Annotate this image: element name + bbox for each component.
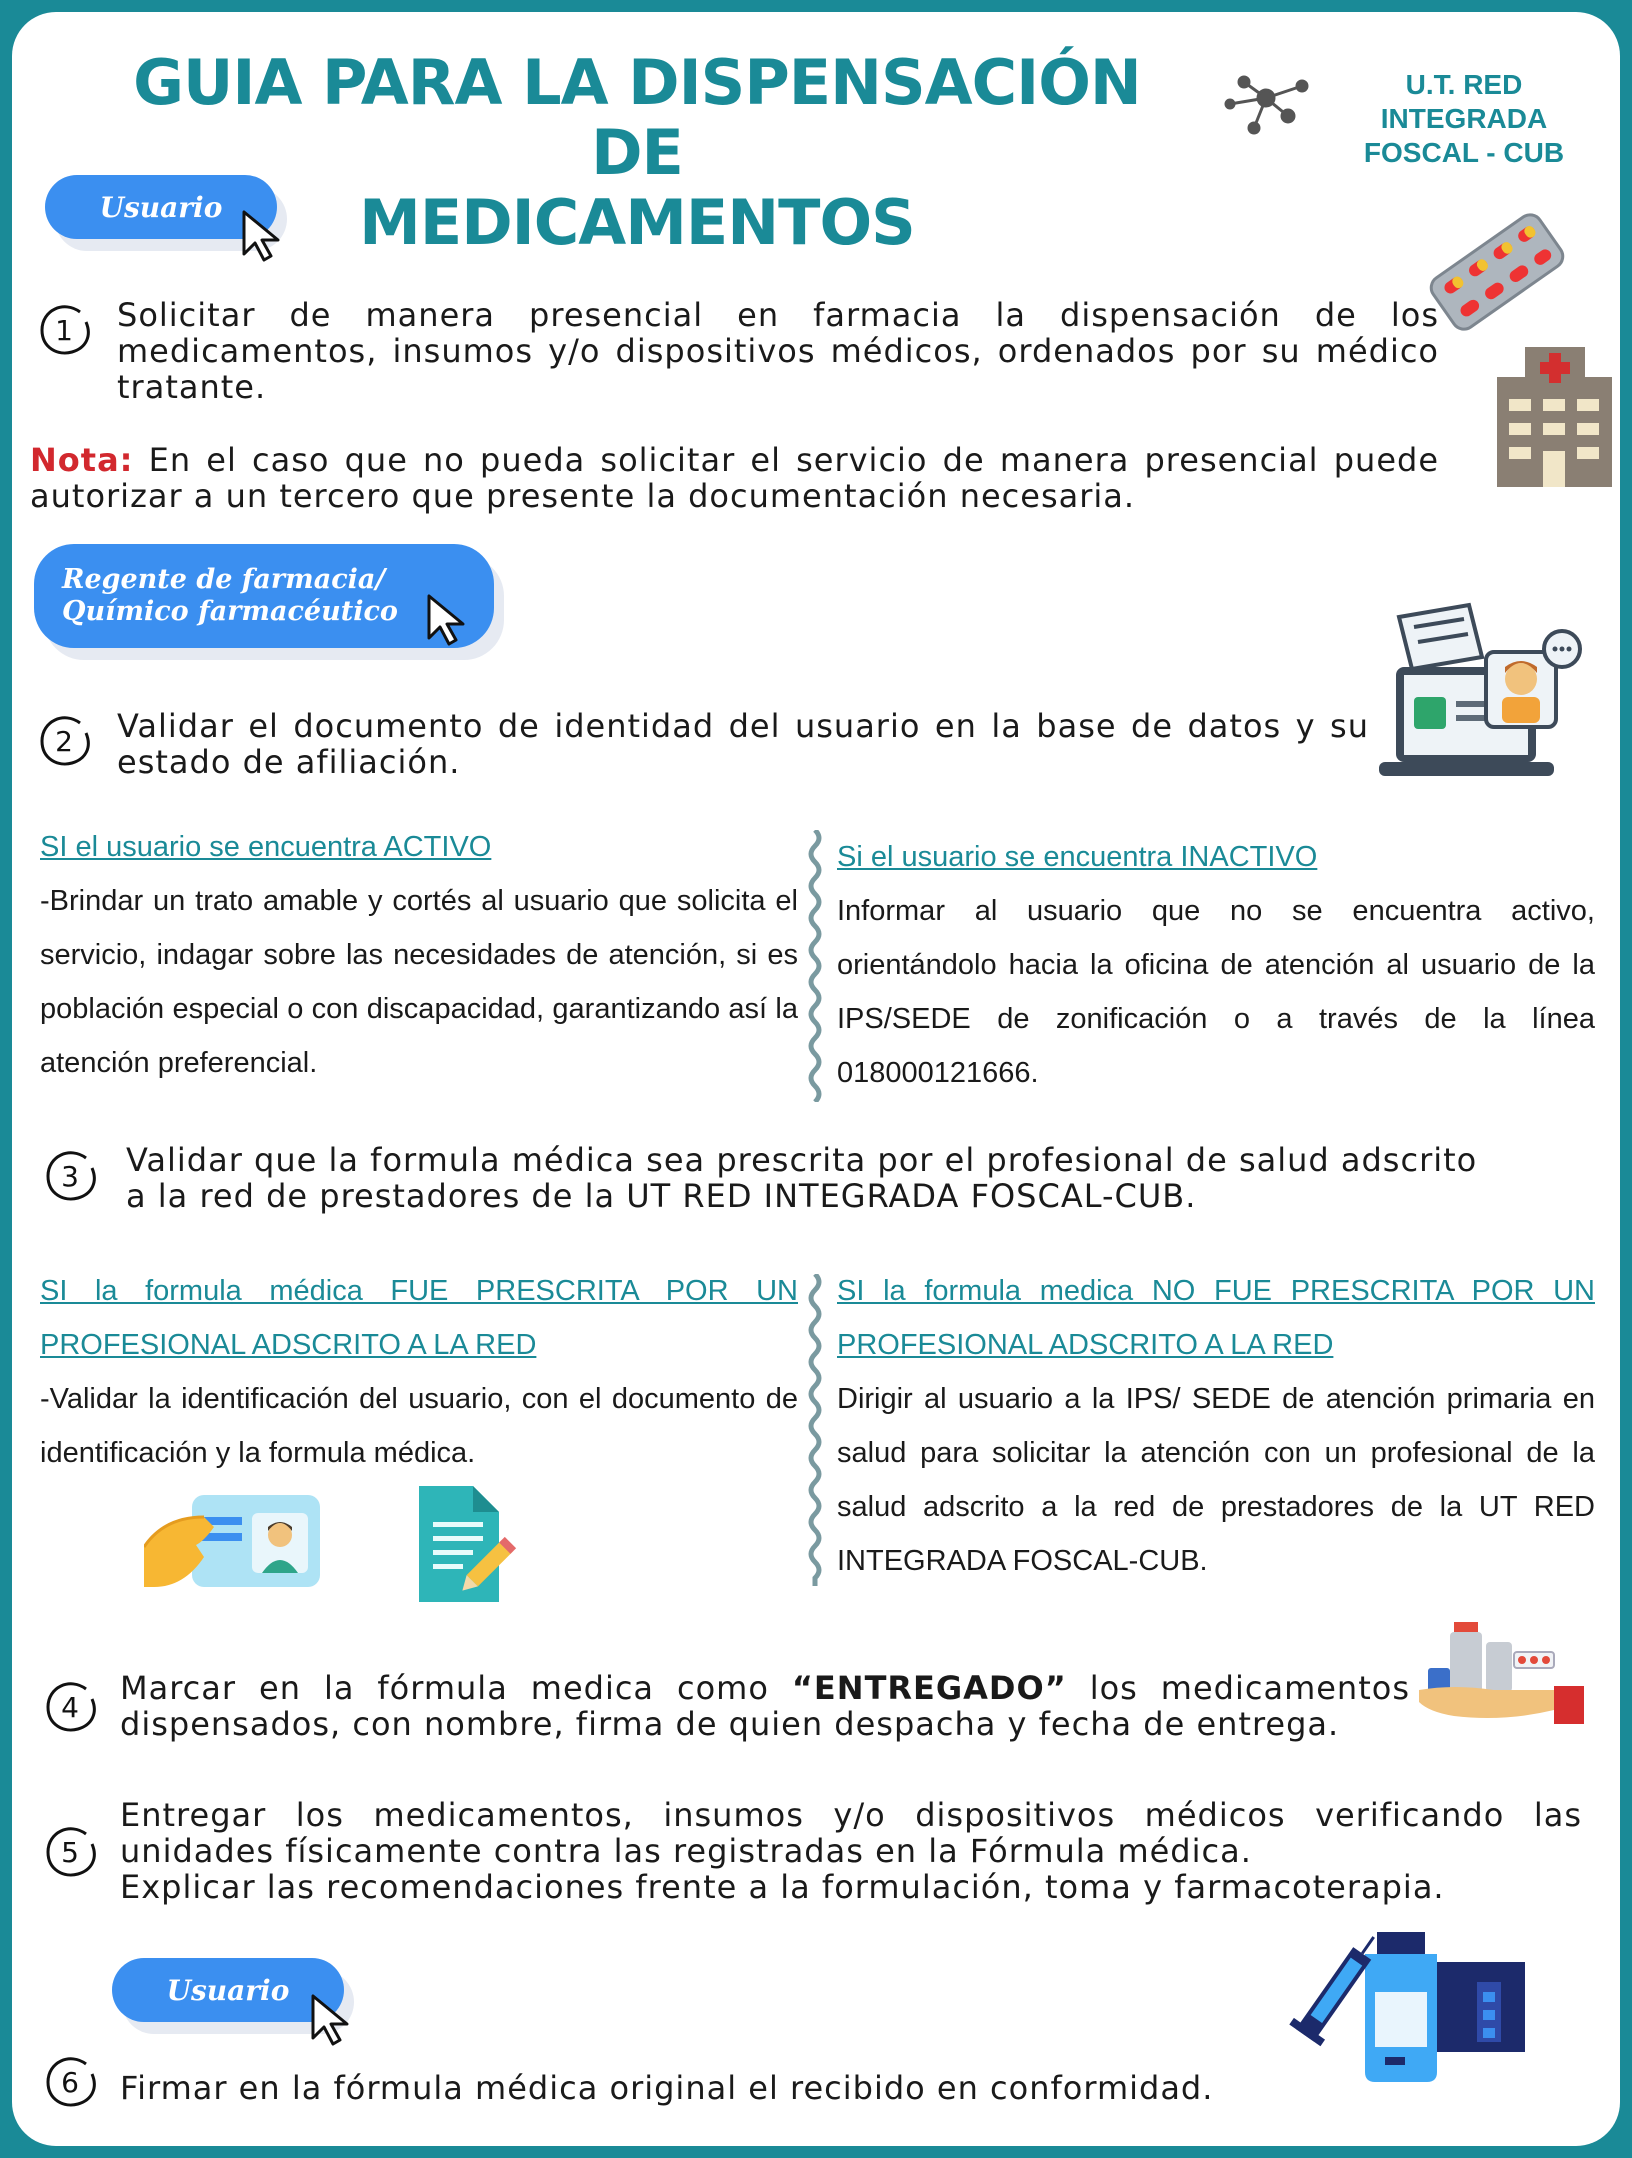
hand-medicines-icon (1414, 1612, 1589, 1732)
vaccine-vials-icon (1287, 1922, 1537, 2087)
step-1-number: 1 (34, 298, 94, 358)
brand-logo (1224, 68, 1604, 168)
step-3-number: 3 (40, 1144, 100, 1204)
step-5-text: Entregar los medicamentos, insumos y/o dispositivos médicos verificando las unidades físicamente contra las registradas en la Fórmula médica. Explicar las recomendaciones frente a la formulación, toma y farmacoterapia. (120, 1796, 1582, 1906)
prescribed-out-network-body: Dirigir al usuario a la IPS/ SEDE de atención primaria en salud para solicitar la atención con un profesional de la salud adscrito a la red de prestadores de la UT RED INTEGRADA FOSCAL-CUB. (837, 1383, 1595, 1577)
step-4-text: Marcar en la fórmula medica como “ENTREGADO” los medicamentos dispensados, con nombre, firma de quien despacha y fecha de entrega. (120, 1669, 1410, 1743)
step-5-number: 5 (40, 1820, 100, 1880)
id-card-hand-icon (144, 1487, 324, 1597)
inactive-user-heading: Si el usuario se encuentra INACTIVO (837, 841, 1318, 873)
step-3-text: Validar que la formula médica sea prescrita por el profesional de salud adscrito a la red de prestadores de la UT RED INTEGRADA FOSCAL-CUB. (126, 1141, 1478, 1215)
step-6-text: Firmar en la fórmula médica original el recibido en conformidad. (120, 2069, 1214, 2107)
brand-line-1: U.T. RED INTEGRADA (1380, 69, 1548, 134)
role-pill-regente: Regente de farmacia/ Químico farmacéutico (34, 544, 494, 648)
wavy-divider (805, 1274, 825, 1586)
guide-card (12, 12, 1620, 2146)
active-user-heading: SI el usuario se encuentra ACTIVO (40, 831, 492, 863)
active-user-body: -Brindar un trato amable y cortés al usuario que solicita el servicio, indagar sobre las necesidades de atención, si es población especial o con discapacidad, garantizando así la atención preferencial. (40, 885, 798, 1079)
cursor-arrow-icon (240, 208, 284, 262)
cursor-arrow-icon (425, 592, 469, 646)
role-pill-usuario: Usuario (45, 175, 277, 239)
prescribed-out-network-heading: SI la formula medica NO FUE PRESCRITA POR UN PROFESIONAL ADSCRITO A LA RED (837, 1275, 1595, 1361)
pill-blister-icon (1422, 207, 1572, 337)
nota-label: Nota: (30, 441, 134, 479)
brand-line-2: FOSCAL - CUB (1363, 137, 1565, 168)
prescribed-out-network-column (837, 1264, 1595, 1588)
step-2-text: Validar el documento de identidad del usuario en la base de datos y su estado de afiliación. (117, 707, 1369, 781)
step-2-number: 2 (34, 709, 94, 769)
role-pill-usuario: Usuario (112, 1958, 344, 2022)
prescribed-in-network-body: -Validar la identificación del usuario, con el documento de identificación y la formula médica. (40, 1383, 798, 1469)
document-pencil-icon (407, 1480, 517, 1610)
entregado-label: “ENTREGADO” (791, 1669, 1067, 1707)
hospital-building-icon (1487, 347, 1620, 487)
page-title: GUIA PARA LA DISPENSACIÓN DE MEDICAMENTOS (133, 46, 1141, 259)
inactive-user-column (837, 830, 1595, 1100)
active-user-column (40, 820, 798, 1090)
laptop-consultation-icon (1374, 597, 1584, 787)
cursor-arrow-icon (309, 1992, 353, 2046)
step-6-number: 6 (40, 2050, 100, 2110)
wavy-divider (805, 830, 825, 1102)
prescribed-in-network-column (40, 1264, 798, 1480)
inactive-user-body: Informar al usuario que no se encuentra activo, orientándolo hacia la oficina de atención al usuario de la IPS/SEDE de zonificación o a través de la línea 018000121666. (837, 895, 1595, 1089)
network-molecule-icon (1224, 72, 1314, 142)
nota-text: Nota: En el caso que no pueda solicitar el servicio de manera presencial puede autorizar a un tercero que presente la documentación necesaria. (30, 441, 1439, 515)
step-4-number: 4 (40, 1675, 100, 1735)
prescribed-in-network-heading: SI la formula médica FUE PRESCRITA POR UN PROFESIONAL ADSCRITO A LA RED (40, 1275, 798, 1361)
step-1-text: Solicitar de manera presencial en farmacia la dispensación de los medicamentos, insumos y/o dispositivos médicos, ordenados por su médico tratante. (117, 296, 1439, 406)
